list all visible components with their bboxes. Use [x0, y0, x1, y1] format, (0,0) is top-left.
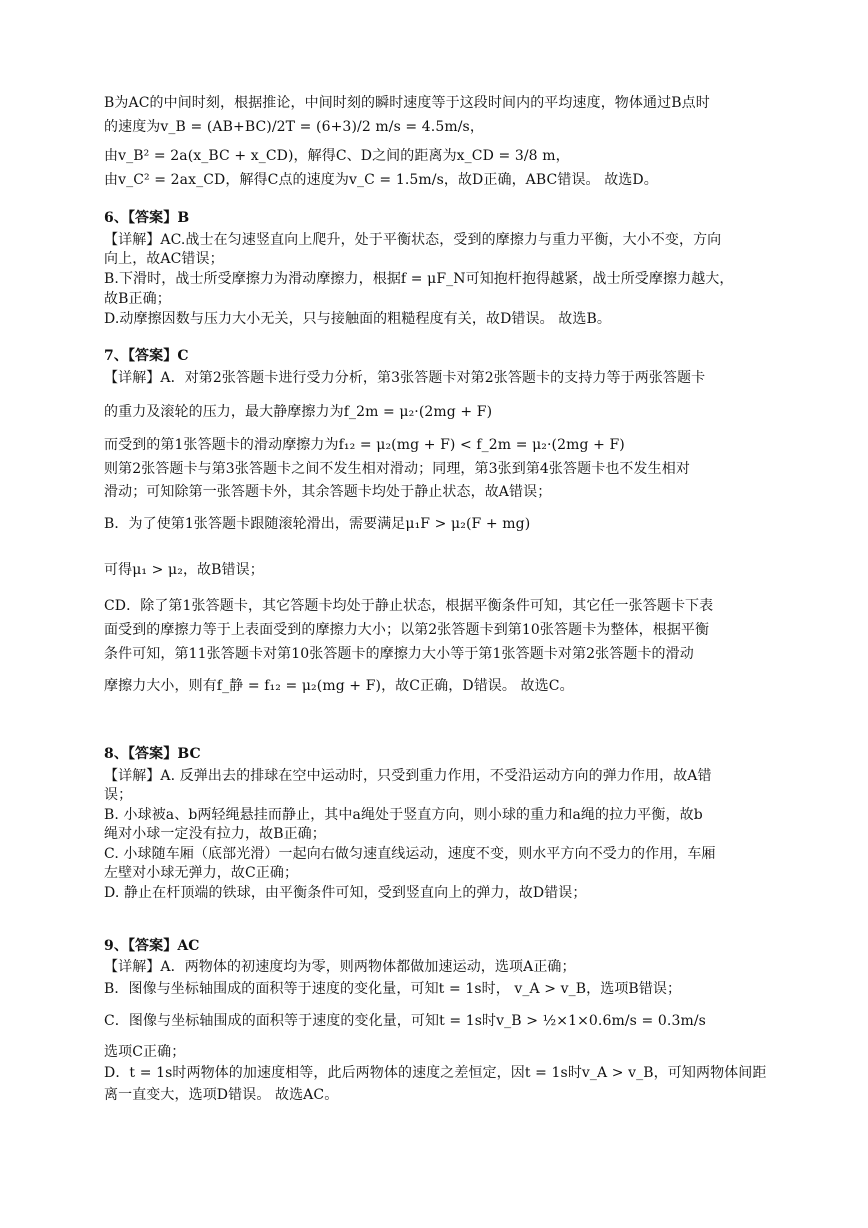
q7-line-7: 可得μ₁ > μ₂，故B错误； [104, 562, 264, 578]
q6-line-2: 向上，故AC错误； [104, 251, 224, 267]
q7-line-3: 而受到的第1张答题卡的滑动摩擦力为f₁₂ = μ₂(mg + F) < f_2m = μ₂·(2mg + F) [104, 437, 625, 453]
q9-heading: 9、【答案】AC [104, 938, 200, 954]
q5-line-4: 由v_C² = 2ax_CD，解得C点的速度为v_C = 1.5m/s，故D正确，ABC错误。 故选D。 [104, 172, 658, 188]
q6-line-5: D.动摩擦因数与压力大小无关，只与接触面的粗糙程度有关，故D错误。 故选B。 [104, 311, 611, 327]
q9-line-3: C．图像与坐标轴围成的面积等于速度的变化量，可知t = 1s时v_B > ½×1×0.6m/s = 0.3m/s [104, 1013, 706, 1029]
q9-line-5: D．t = 1s时两物体的加速度相等，此后两物体的速度之差恒定，因t = 1s时v_A > v_B，可知两物体间距 [104, 1065, 767, 1081]
q8-line-7: D. 静止在杆顶端的铁球，由平衡条件可知，受到竖直向上的弹力，故D错误； [104, 885, 587, 901]
q7-line-6: B．为了使第1张答题卡跟随滚轮滑出，需要满足μ₁F > μ₂(F + mg) [104, 516, 531, 532]
q7-line-8: CD．除了第1张答题卡，其它答题卡均处于静止状态，根据平衡条件可知，其它任一张答题卡下表 [104, 598, 714, 614]
q5-line-1: B为AC的中间时刻，根据推论，中间时刻的瞬时速度等于这段时间内的平均速度，物体通过B点时 [104, 95, 710, 111]
q8-line-4: 绳对小球一定没有拉力，故B正确； [104, 826, 326, 842]
q9-line-1: 【详解】A．两物体的初速度均为零，则两物体都做加速运动，选项A正确； [104, 959, 576, 975]
q8-line-2: 误； [104, 787, 133, 803]
q7-line-2: 的重力及滚轮的压力，最大静摩擦力为f_2m = μ₂·(2mg + F) [104, 404, 493, 420]
q9-line-6: 离一直变大，选项D错误。 故选AC。 [104, 1087, 339, 1103]
q7-line-10: 条件可知，第11张答题卡对第10张答题卡的摩擦力大小等于第1张答题卡对第2张答题卡的滑动 [104, 646, 694, 662]
q8-line-5: C. 小球随车厢（底部光滑）一起向右做匀速直线运动，速度不变，则水平方向不受力的作用，车厢 [104, 846, 716, 862]
q5-line-2: 的速度为v_B = (AB+BC)/2T = (6+3)/2 m/s = 4.5m/s， [104, 119, 484, 135]
q9-line-4: 选项C正确； [104, 1044, 186, 1060]
q7-line-1: 【详解】A．对第2张答题卡进行受力分析，第3张答题卡对第2张答题卡的支持力等于两张答题卡 [104, 370, 706, 386]
q7-line-5: 滑动；可知除第一张答题卡外，其余答题卡均处于静止状态，故A错误； [104, 484, 552, 500]
q7-line-4: 则第2张答题卡与第3张答题卡之间不发生相对滑动；同理，第3张到第4张答题卡也不发生相对 [104, 461, 690, 477]
q5-line-3: 由v_B² = 2a(x_BC + x_CD)，解得C、D之间的距离为x_CD = 3/8 m， [104, 148, 570, 164]
q6-line-4: 故B正确； [104, 291, 171, 307]
q7-heading: 7、【答案】C [104, 348, 189, 364]
q8-line-6: 左壁对小球无弹力，故C正确； [104, 865, 299, 881]
q6-heading: 6、【答案】B [104, 210, 190, 226]
q8-line-3: B. 小球被a、b两轻绳悬挂而静止，其中a绳处于竖直方向，则小球的重力和a绳的拉力平衡，故b [104, 807, 703, 823]
q8-line-1: 【详解】A. 反弹出去的排球在空中运动时，只受到重力作用，不受沿运动方向的弹力作用，故A错 [104, 768, 712, 784]
q8-heading: 8、【答案】BC [104, 746, 201, 762]
q7-line-11: 摩擦力大小，则有f_静 = f₁₂ = μ₂(mg + F)，故C正确，D错误。 故选C。 [104, 678, 574, 694]
q7-line-9: 面受到的摩擦力等于上表面受到的摩擦力大小；以第2张答题卡到第10张答题卡为整体，根据平衡 [104, 622, 710, 638]
q9-line-2: B．图像与坐标轴围成的面积等于速度的变化量，可知t = 1s时， v_A > v_B，选项B错误； [104, 981, 682, 997]
q6-line-3: B.下滑时，战士所受摩擦力为滑动摩擦力，根据f = μF_N可知抱杆抱得越紧，战士所受摩擦力越大， [104, 271, 734, 287]
q6-line-1: 【详解】AC.战士在匀速竖直向上爬升，处于平衡状态，受到的摩擦力与重力平衡，大小不变，方向 [104, 232, 722, 248]
